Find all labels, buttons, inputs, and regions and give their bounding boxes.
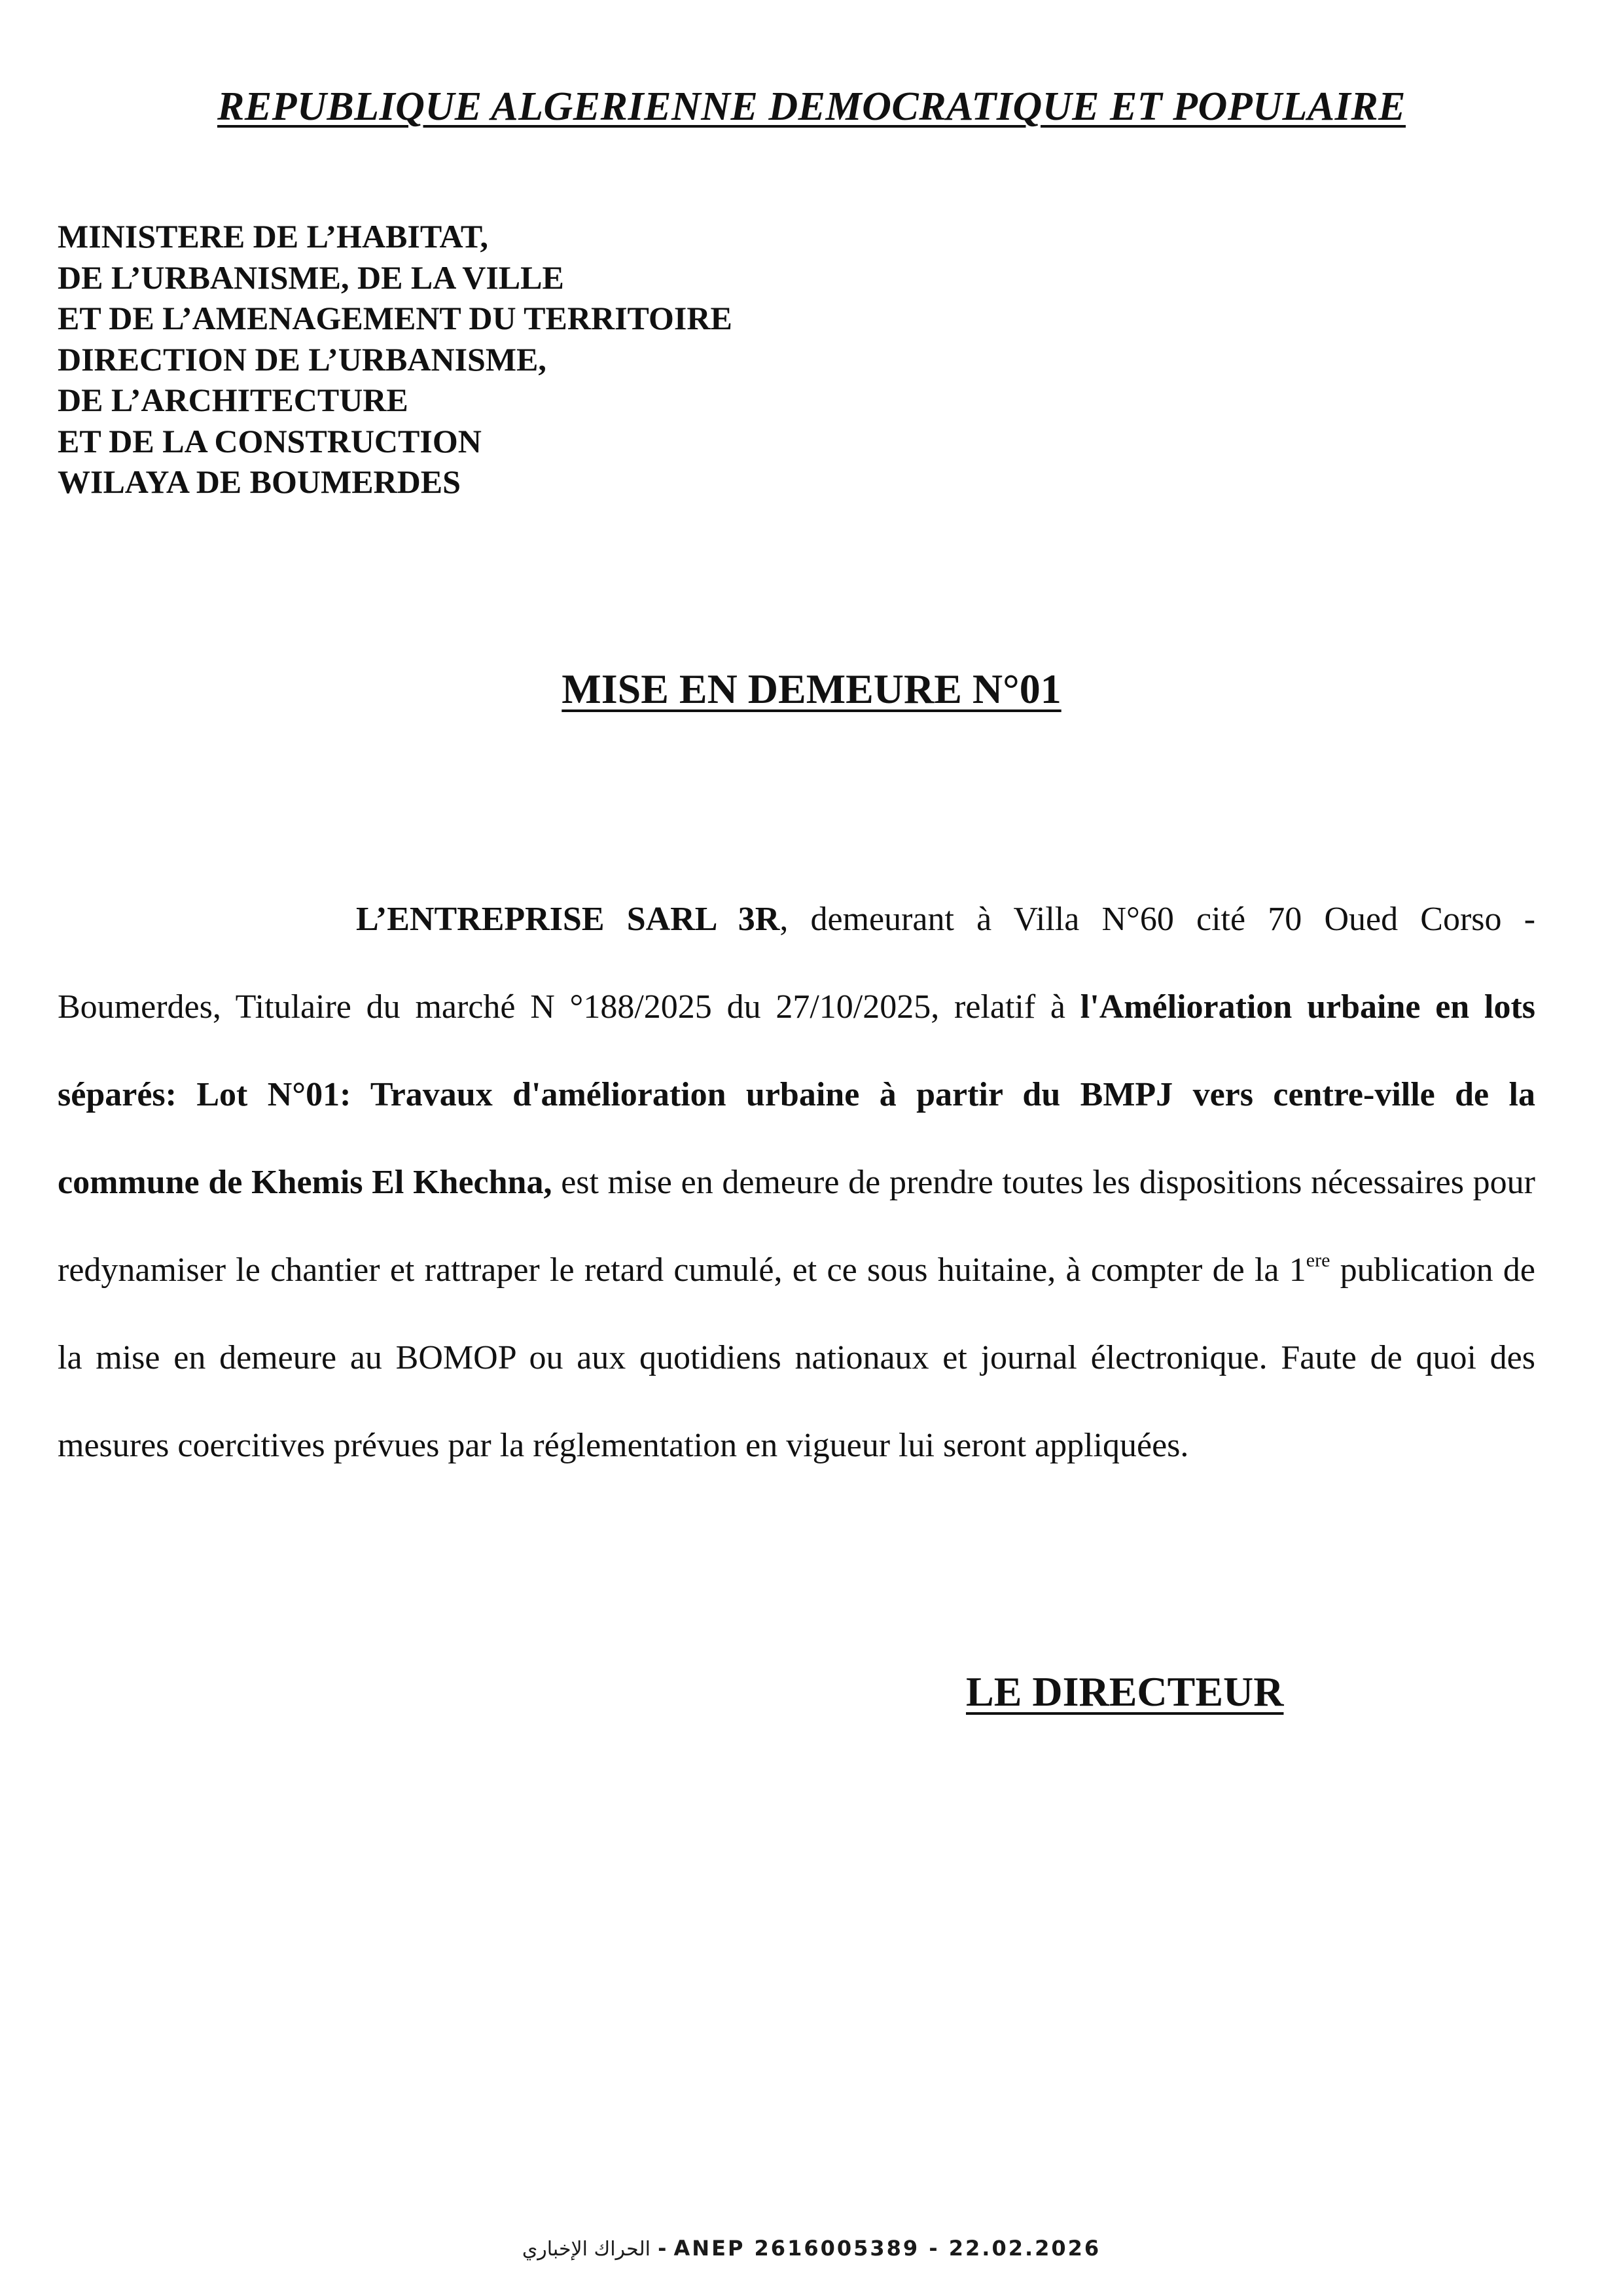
company-address-text: , demeurant à Villa N°60 cité 70 Oued Corso - Boumerdes, Titulaire du marché N °188/2025 du 27/10/2025, relatif à — [58, 901, 1536, 1026]
ministry-line: ET DE L’AMENAGEMENT DU TERRITOIRE — [58, 300, 732, 336]
footer-reference — [0, 2236, 1623, 2261]
demand-text: est mise en demeure de prendre toutes les dispositions nécessaires pour redynamiser le chantier et rattraper le retard cumulé, et ce sous huitaine, à compter de la 1 — [58, 1164, 1536, 1289]
company-name: L’ENTREPRISE SARL 3R — [356, 901, 780, 938]
footer-separator: - — [650, 2236, 674, 2261]
notice-title: MISE EN DEMEURE N°01 — [562, 666, 1061, 712]
project-description: l'Amélioration urbaine en lots séparés: Lot N°01: Travaux d'amélioration urbaine à partir du BMPJ vers centre-ville de la commune de Khemis El Khechna, — [58, 988, 1535, 1201]
ministry-line: MINISTERE DE L’HABITAT, — [58, 218, 489, 255]
footer-anep-reference: ANEP 2616005389 - 22.02.2026 — [673, 2236, 1101, 2261]
publication-text: publication de la mise en demeure au BOMOP ou aux quotidiens nationaux et journal électronique. Faute de quoi des mesures coercitives prévues par la réglementation en vigueur lui seront appliquées. — [58, 1251, 1535, 1464]
notice-body-paragraph — [58, 876, 1535, 1490]
ministry-line: DIRECTION DE L’URBANISME, — [58, 340, 546, 378]
ministry-line: DE L’URBANISME, DE LA VILLE — [58, 259, 564, 296]
republic-title: REPUBLIQUE ALGERIENNE DEMOCRATIQUE ET POPULAIRE — [217, 84, 1406, 129]
signature-title: LE DIRECTEUR — [966, 1668, 1284, 1715]
ministry-line: ET DE LA CONSTRUCTION — [58, 422, 482, 459]
ministry-block — [58, 216, 974, 503]
ordinal-suffix: ere — [1306, 1249, 1330, 1271]
footer-publisher: الحراك الإخباري — [522, 2238, 651, 2261]
ministry-line: WILAYA DE BOUMERDES — [58, 463, 461, 500]
ministry-line: DE L’ARCHITECTURE — [58, 382, 408, 418]
